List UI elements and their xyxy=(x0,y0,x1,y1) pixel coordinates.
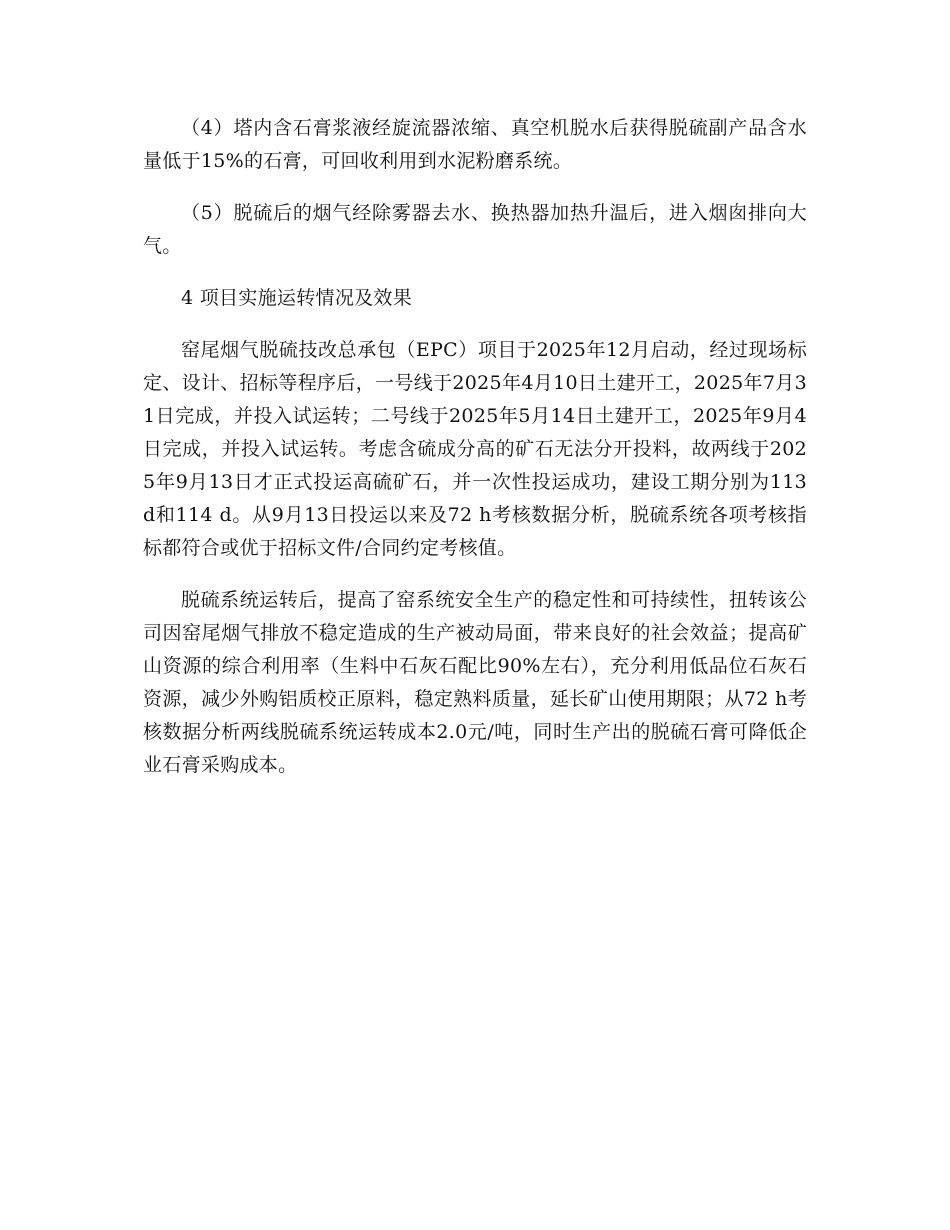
paragraph-step-5: （5）脱硫后的烟气经除雾器去水、换热器加热升温后，进入烟囱排向大气。 xyxy=(143,202,807,257)
document-body xyxy=(143,112,807,801)
paragraph-step-4: （4）塔内含石膏浆液经旋流器浓缩、真空机脱水后获得脱硫副产品含水量低于15%的石膏，可回收利用到水泥粉磨系统。 xyxy=(143,117,807,172)
paragraph-project-benefits: 脱硫系统运转后，提高了窑系统安全生产的稳定性和可持续性，扭转该公司因窑尾烟气排放不稳定造成的生产被动局面，带来良好的社会效益；提高矿山资源的综合利用率（生料中石灰石配比90%左右），充分利用低品位石灰石资源，减少外购铝质校正原料，稳定熟料质量，延长矿山使用期限；从72 h考核数据分析两线脱硫系统运转成本2.0元/吨，同时生产出的脱硫石膏可降低企业石膏采购成本。 xyxy=(143,589,807,776)
section-heading: 4 项目实施运转情况及效果 xyxy=(181,287,413,309)
paragraph-project-timeline: 窑尾烟气脱硫技改总承包（EPC）项目于2025年12月启动，经过现场标定、设计、招标等程序后，一号线于2025年4月10日土建开工，2025年7月31日完成，并投入试运转；二号线于2025年5月14日土建开工，2025年9月4日完成，并投入试运转。考虑含硫成分高的矿石无法分开投料，故两线于2025年9月13日才正式投运高硫矿石，并一次性投运成功，建设工期分别为113 d和114 d。从9月13日投运以来及72 h考核数据分析，脱硫系统各项考核指标都符合或优于招标文件/合同约定考核值。 xyxy=(143,339,807,559)
